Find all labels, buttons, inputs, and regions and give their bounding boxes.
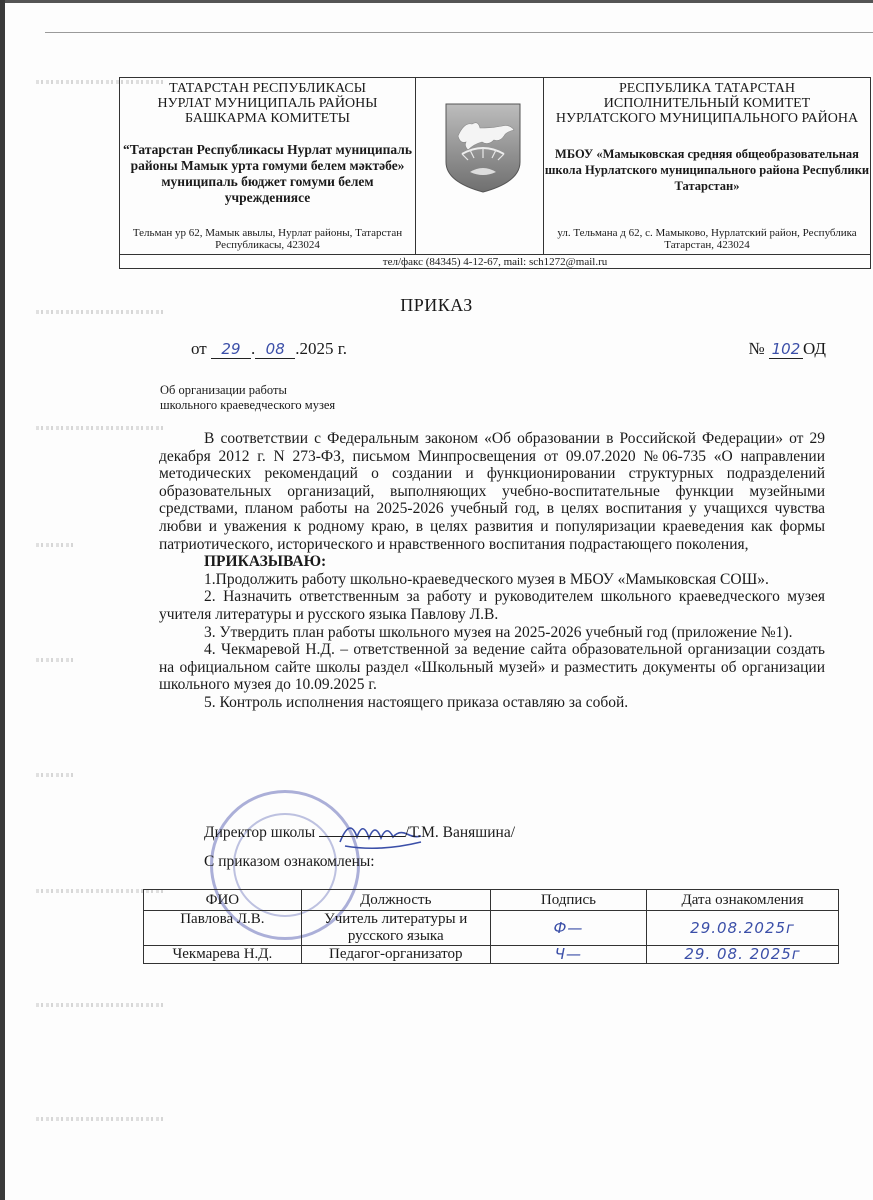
letterhead-russian (544, 78, 870, 254)
date-year: .2025 г. (295, 339, 348, 358)
signature-block (204, 822, 515, 842)
cell-date: 29.08.2025г (647, 911, 839, 946)
scan-artifact (36, 543, 76, 547)
letterhead-line: БАШКАРМА КОМИТЕТЫ (185, 111, 350, 126)
coat-of-arms-icon (444, 102, 522, 194)
letterhead-tatar (120, 78, 416, 254)
signature-line (319, 822, 405, 837)
scan-artifact (36, 1003, 166, 1007)
order-item-2: 2. Назначить ответственным за работу и руководителем школьного краеведческого музея учителя литературы и русского языка Павлову Л.В. (159, 588, 825, 623)
letterhead-line: ИСПОЛНИТЕЛЬНЫЙ КОМИТЕТ (603, 96, 811, 111)
order-item-3: 3. Утвердить план работы школьного музея на 2025-2026 учебный год (приложение №1). (204, 623, 793, 641)
col-header-signature: Подпись (490, 890, 646, 911)
cell-date: 29. 08. 2025г (647, 946, 839, 964)
order-body (159, 430, 825, 712)
letterhead-line: НУРЛАТ МУНИЦИПАЛЬ РАЙОНЫ (157, 96, 378, 111)
cell-name: Павлова Л.В. (144, 911, 302, 946)
date-month: 08 (255, 340, 295, 359)
cell-position: Учитель литературы и русского языка (301, 911, 490, 946)
date-prefix: от (191, 339, 207, 358)
scan-artifact (36, 1117, 166, 1121)
order-keyword: ПРИКАЗЫВАЮ: (204, 553, 327, 571)
date-day: 29 (211, 340, 251, 359)
col-header-date: Дата ознакомления (647, 890, 839, 911)
letterhead-line: ТАТАРСТАН РЕСПУБЛИКАСЫ (169, 81, 366, 96)
table-row (144, 911, 839, 946)
org-name-russian: МБОУ «Мамыковская средняя общеобразовательная школа Нурлатского муниципального района Республики Татарстан» (544, 147, 870, 193)
scan-edge-top (0, 0, 873, 3)
org-name-tatar: “Татарстан Республикасы Нурлат муниципаль районы Мамык урта гомуми белем мәктәбе» муниципаль бюджет гомуми белем учреждениясе (123, 142, 412, 205)
address-tatar: Тельман ур 62, Мамык авылы, Нурлат районы, Татарстан Республикасы, 423024 (132, 227, 403, 251)
cell-signature: Ч— (490, 946, 646, 964)
acknowledgement-table (143, 889, 839, 964)
scan-artifact (36, 426, 166, 430)
document-title: ПРИКАЗ (400, 295, 473, 315)
order-item-5: 5. Контроль исполнения настоящего приказа оставляю за собой. (204, 693, 629, 711)
subject-line: Об организации работы (160, 383, 287, 397)
order-item-4: 4. Чекмаревой Н.Д. – ответственной за ведение сайта образовательной организации создать на официальном сайте школы раздел «Школьный музей» и разместить документы об организации школьного музея до 10.09.2025 г. (159, 641, 825, 694)
number-suffix: ОД (802, 339, 826, 358)
table-header-row (144, 890, 839, 911)
acquainted-label: С приказом ознакомлены: (204, 853, 375, 870)
subject-line: школьного краеведческого музея (160, 398, 336, 412)
letterhead-divider (120, 254, 870, 255)
order-number (748, 339, 826, 359)
order-item-1: 1.Продолжить работу школьно-краеведческого музея в МБОУ «Мамыковская СОШ». (204, 570, 769, 588)
scan-edge-left (0, 0, 5, 1200)
top-rule (45, 32, 873, 33)
order-subject (160, 383, 335, 413)
cell-position: Педагог-организатор (301, 946, 490, 964)
signer-position: Директор школы (204, 824, 316, 841)
number-prefix: № (748, 339, 765, 358)
contact-info: тел/факс (84345) 4-12-67, mail: sch1272@mail.ru (382, 256, 608, 268)
letterhead (119, 77, 871, 269)
address-russian: ул. Тельмана д 62, с. Мамыково, Нурлатский район, Республика Татарстан, 423024 (557, 227, 857, 251)
letterhead-emblem (416, 78, 544, 254)
scan-artifact (36, 658, 76, 662)
cell-signature: Ф— (490, 911, 646, 946)
letterhead-line: НУРЛАТСКОГО МУНИЦИПАЛЬНОГО РАЙОНА (555, 111, 859, 126)
letterhead-line: РЕСПУБЛИКА ТАТАРСТАН (618, 81, 795, 96)
cell-name: Чекмарева Н.Д. (144, 946, 302, 964)
scan-artifact (36, 773, 76, 777)
col-header-name: ФИО (144, 890, 302, 911)
col-header-position: Должность (301, 890, 490, 911)
number-value: 102 (769, 340, 803, 359)
signer-name: /Т.М. Ваняшина/ (405, 824, 516, 841)
order-date: от 29 . 08 .2025 г. (191, 339, 348, 358)
table-row (144, 946, 839, 964)
preamble: В соответствии с Федеральным законом «Об образовании в Российской Федерации» от 29 декабря 2012 г. N 273-ФЗ, письмом Минпросвещения от 09.07.2020 №06-735 «О направлении методических рекомендаций о создании и функционировании структурных подразделений образовательных организаций, выполняющих учебно-воспитательные функции музейными средствами, планом работы на 2025-2026 учебный год, в целях воспитания у учащихся чувства любви и уважения к родному краю, в целях развития и популяризации краеведения как формы патриотического, исторического и нравственного воспитания подрастающего поколения, (159, 430, 825, 553)
